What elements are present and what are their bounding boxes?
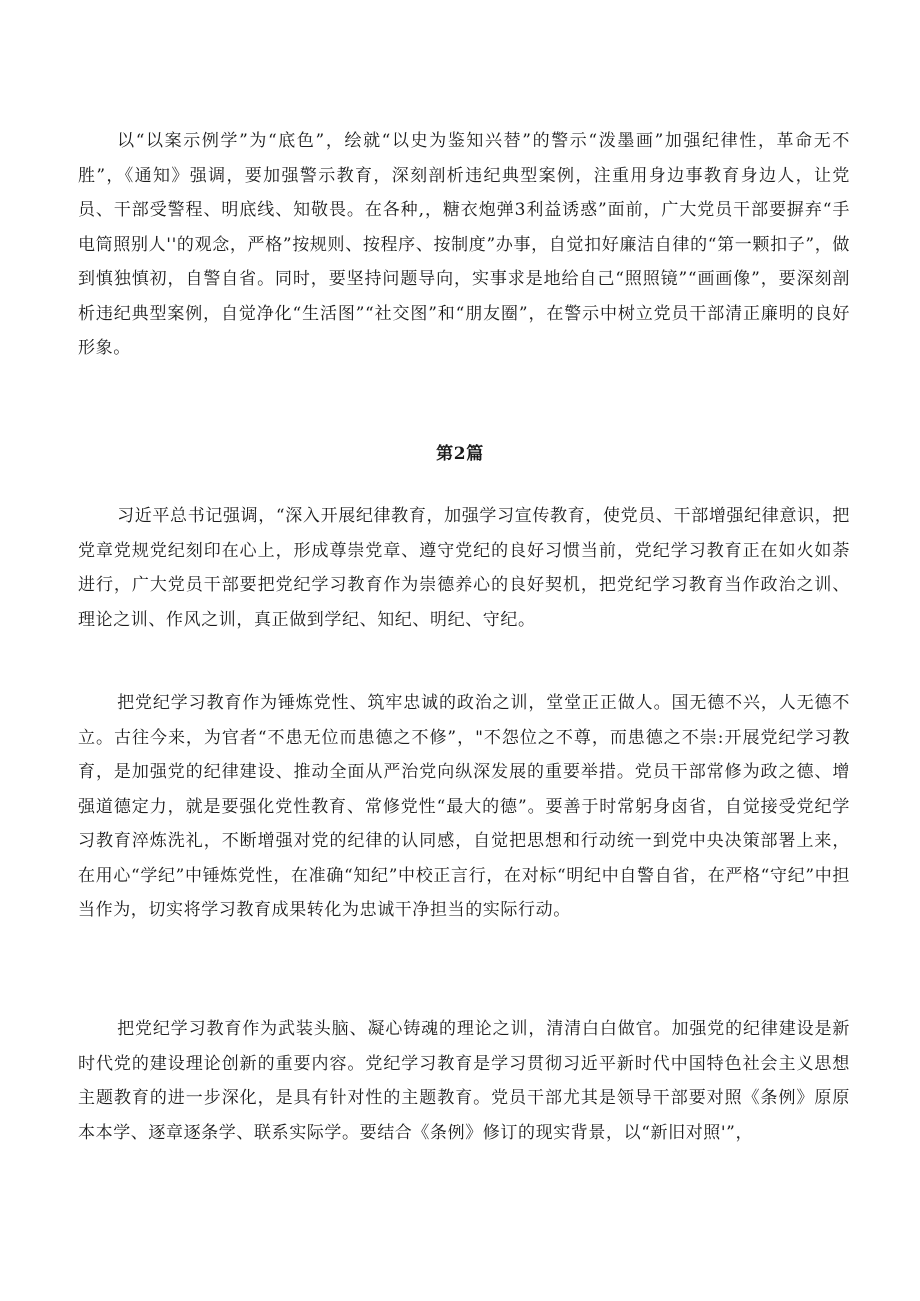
paragraph-3: 把党纪学习教育作为锤炼党性、筑牢忠诚的政治之训，堂堂正正做人。国无德不兴，人无德不立。古往今来，为官者“不患无位而患德之不修”，"不怨位之不尊，而患德之不崇:开展党纪学习教育，是加强党的纪律建设、推动全面从严治党向纵深发展的重要举措。党员干部常修为政之德、增强道德定力，就是要强化党性教育、常修党性“最大的德”。要善于时常躬身卤省，自觉接受党纪学习教育淬炼洗礼，不断增强对党的纪律的认同感，自觉把思想和行动统一到党中央决策部署上来，在用心“学纪”中锤炼党性，在准确“知纪”中校正言行，在对标“明纪中自警自省，在严格“守纪”中担当作为，切实将学习教育成果转化为忠诚干净担当的实际行动。 — [78, 693, 850, 920]
paragraph-2: 习近平总书记强调，“深入开展纪律教育，加强学习宣传教育，使党员、干部增强纪律意识，把党章党规党纪刻印在心上，形成尊崇党章、遵守党纪的良好习惯当前，党纪学习教育正在如火如荼进行，广大党员干部要把党纪学习教育作为崇德养心的良好契机，把党纪学习教育当作政治之训、理论之训、作风之训，真正做到学纪、知纪、明纪、守纪。 — [78, 506, 850, 630]
section-title: 第2篇 — [436, 444, 484, 464]
paragraph-4: 把党纪学习教育作为武装头脑、凝心铸魂的理论之训，清清白白做官。加强党的纪律建设是新时代党的建设理论创新的重要内容。党纪学习教育是学习贯彻习近平新时代中国特色社会主义思想主题教育的进一步深化，是具有针对性的主题教育。党员干部尤其是领导干部要对照《条例》原原本本学、逐章逐条学、联系实际学。要结合《条例》修订的现实背景，以“新旧对照'”， — [78, 1019, 850, 1143]
paragraph-1: 以“以案示例学”为“底色”，绘就“以史为鉴知兴替”的警示“泼墨画”加强纪律性，革命无不胜”，《通知》强调，要加强警示教育，深刻剖析违纪典型案例，注重用身边事教育身边人，让党员、干部受警程、明底线、知敬畏。在各种,，糖衣炮弹3利益诱惑”面前，广大党员干部要摒弃“手电筒照别人''的观念，严格”按规则、按程序、按制度”办事，自觉扣好廉洁自律的“第一颗扣子”，做到慎独慎初，自警自省。同时，要坚持问题导向，实事求是地给自己“照照镜”“画画像”，要深刻剖析违纪典型案例，自觉净化“生活图”“社交图”和“朋友圈”，在警示中树立党员干部清正廉明的良好形象。 — [78, 131, 850, 358]
